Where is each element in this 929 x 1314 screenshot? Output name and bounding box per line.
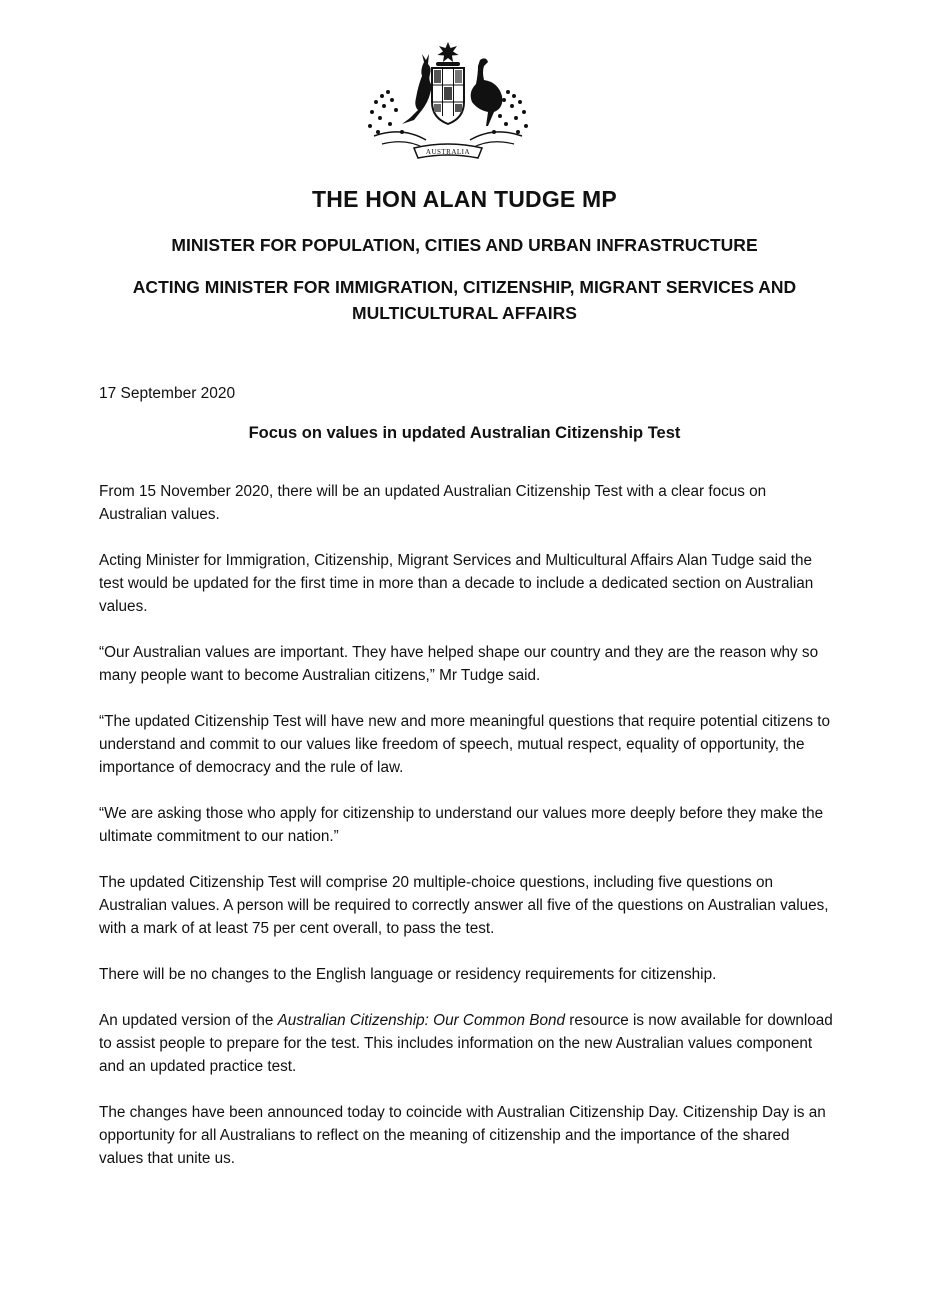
portfolio-title: MINISTER FOR POPULATION, CITIES AND URBAN INFRASTRUCTURE xyxy=(171,235,758,255)
acting-portfolio-line-2: MULTICULTURAL AFFAIRS xyxy=(352,303,577,323)
body-paragraph: “Our Australian values are important. They have helped shape our country and they are the reason why so many people want to become Australian citizens,” Mr Tudge said. xyxy=(99,644,819,684)
crest-scroll-text: AUSTRALIA xyxy=(425,148,471,156)
body-paragraph: There will be no changes to the English language or residency requirements for citizenship. xyxy=(99,966,717,983)
resource-paragraph xyxy=(99,1009,834,1078)
body-paragraph: “We are asking those who apply for citizenship to understand our values more deeply before they make the ultimate commitment to our nation.” xyxy=(99,805,824,845)
body-paragraph: Acting Minister for Immigration, Citizenship, Migrant Services and Multicultural Affairs Alan Tudge said the test would be updated for the first time in more than a decade to include a dedicated section on Australian values. xyxy=(99,552,814,615)
body-paragraph: “The updated Citizenship Test will have new and more meaningful questions that require potential citizens to understand and commit to our values like freedom of speech, mutual respect, equality of opportunity, the importance of democracy and the rule of law. xyxy=(99,713,830,776)
release-date: 17 September 2020 xyxy=(99,385,236,402)
body-paragraph: The updated Citizenship Test will comprise 20 multiple-choice questions, including five questions on Australian values. A person will be required to correctly answer all five of the questions on Australian values, with a mark of at least 75 per cent overall, to pass the test. xyxy=(99,874,829,937)
acting-portfolio-line-1: ACTING MINISTER FOR IMMIGRATION, CITIZENSHIP, MIGRANT SERVICES AND xyxy=(132,277,797,297)
coat-of-arms-logo xyxy=(362,40,534,168)
body-paragraph: From 15 November 2020, there will be an updated Australian Citizenship Test with a clear focus on Australian values. xyxy=(99,483,767,523)
acting-portfolio-title xyxy=(0,274,929,326)
commonwealth-star-icon xyxy=(438,42,459,62)
release-headline: Focus on values in updated Australian Citizenship Test xyxy=(248,424,681,442)
resource-text-after: resource is now available for download to assist people to prepare for the test. This includes information on the new Australian values component and an updated practice test. xyxy=(99,1012,833,1075)
resource-text-before: An updated version of the xyxy=(99,1012,278,1029)
release-body xyxy=(99,480,834,1193)
closing-paragraph: The changes have been announced today to coincide with Australian Citizenship Day. Citizenship Day is an opportunity for all Australians to reflect on the meaning of citizenship and the importance of the shared values that unite us. xyxy=(99,1104,826,1167)
resource-title: Australian Citizenship: Our Common Bond xyxy=(277,1012,565,1029)
minister-name: THE HON ALAN TUDGE MP xyxy=(312,186,617,212)
